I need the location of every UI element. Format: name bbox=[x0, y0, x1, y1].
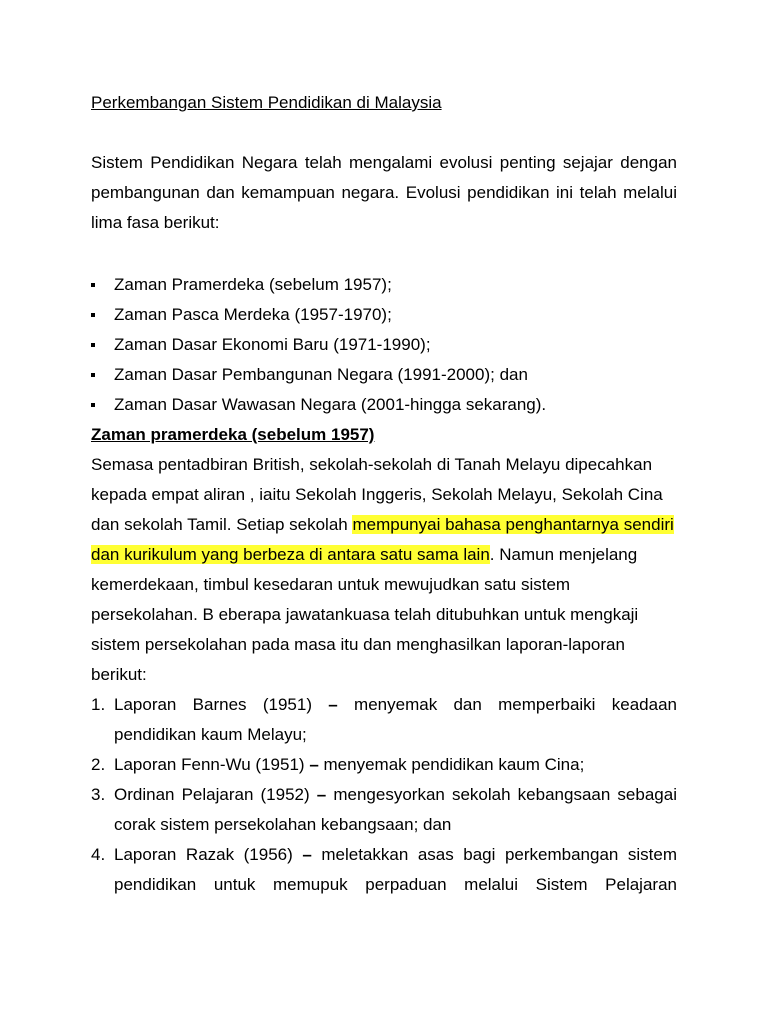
list-item bbox=[91, 690, 677, 750]
report-description: menyemak dan memperbaiki keadaan pendidikan kaum Melayu; bbox=[114, 695, 677, 744]
bullet-icon bbox=[91, 373, 95, 377]
report-description: menyemak pendidikan kaum Cina; bbox=[323, 755, 585, 774]
list-item bbox=[91, 270, 677, 300]
list-number: 3. bbox=[91, 785, 106, 804]
phase-label: Zaman Pasca Merdeka (1957-1970); bbox=[114, 305, 392, 324]
spacer bbox=[91, 238, 677, 270]
list-item bbox=[91, 360, 677, 390]
list-item bbox=[91, 330, 677, 360]
bullet-icon bbox=[91, 403, 95, 407]
dash: – bbox=[328, 695, 338, 714]
report-description: mengesyorkan sekolah kebangsaan sebagai corak sistem persekolahan kebangsaan; dan bbox=[114, 785, 677, 834]
body-paragraph bbox=[91, 450, 677, 690]
report-name: Ordinan Pelajaran (1952) bbox=[114, 785, 310, 804]
list-number: 2. bbox=[91, 755, 106, 774]
dash: – bbox=[316, 785, 327, 804]
list-item bbox=[91, 300, 677, 330]
list-number: 1. bbox=[91, 695, 106, 714]
bullet-icon bbox=[91, 313, 95, 317]
spacer bbox=[91, 118, 677, 148]
phase-list bbox=[91, 270, 677, 420]
report-description: meletakkan asas bagi perkembangan sistem pendidikan untuk memupuk perpaduan melalui Sistem Pelajaran bbox=[114, 845, 678, 894]
phase-label: Zaman Dasar Pembangunan Negara (1991-2000); dan bbox=[114, 365, 528, 384]
list-item bbox=[91, 390, 677, 420]
paragraph-text: . Namun menjelang kemerdekaan, timbul kesedaran untuk mewujudkan satu sistem persekolahan. B eberapa jawatankuasa telah ditubuhkan untuk mengkaji sistem persekolahan pada masa itu dan menghasilkan laporan-laporan berikut: bbox=[91, 545, 639, 684]
paragraph-text: Semasa pentadbiran British, sekolah-sekolah di Tanah Melayu dipecahkan kepada empat aliran , iaitu Sekolah Inggeris, Sekolah Melayu, Sekolah Cina dan sekolah Tamil. Setiap sekolah bbox=[91, 455, 663, 534]
intro-paragraph: Sistem Pendidikan Negara telah mengalami evolusi penting sejajar dengan pembangunan dan kemampuan negara. Evolusi pendidikan ini telah melalui lima fasa berikut: bbox=[91, 153, 677, 232]
dash: – bbox=[302, 845, 312, 864]
bullet-icon bbox=[91, 283, 95, 287]
section-heading: Zaman pramerdeka (sebelum 1957) bbox=[91, 425, 375, 444]
report-name: Laporan Fenn-Wu (1951) bbox=[114, 755, 305, 774]
report-list bbox=[91, 690, 677, 900]
document-title: Perkembangan Sistem Pendidikan di Malaysia bbox=[91, 93, 442, 112]
report-name: Laporan Barnes (1951) bbox=[114, 695, 312, 714]
report-name: Laporan Razak (1956) bbox=[114, 845, 293, 864]
dash: – bbox=[309, 755, 319, 774]
bullet-icon bbox=[91, 343, 95, 347]
phase-label: Zaman Dasar Wawasan Negara (2001-hingga sekarang). bbox=[114, 395, 547, 414]
list-item bbox=[91, 750, 677, 780]
list-item bbox=[91, 840, 677, 900]
list-item bbox=[91, 780, 677, 840]
list-number: 4. bbox=[91, 845, 106, 864]
document-page bbox=[91, 88, 677, 900]
phase-label: Zaman Dasar Ekonomi Baru (1971-1990); bbox=[114, 335, 431, 354]
phase-label: Zaman Pramerdeka (sebelum 1957); bbox=[114, 275, 392, 294]
highlighted-text: mempunyai bahasa penghantarnya sendiri dan kurikulum yang berbeza di antara satu sama lain bbox=[91, 515, 674, 564]
